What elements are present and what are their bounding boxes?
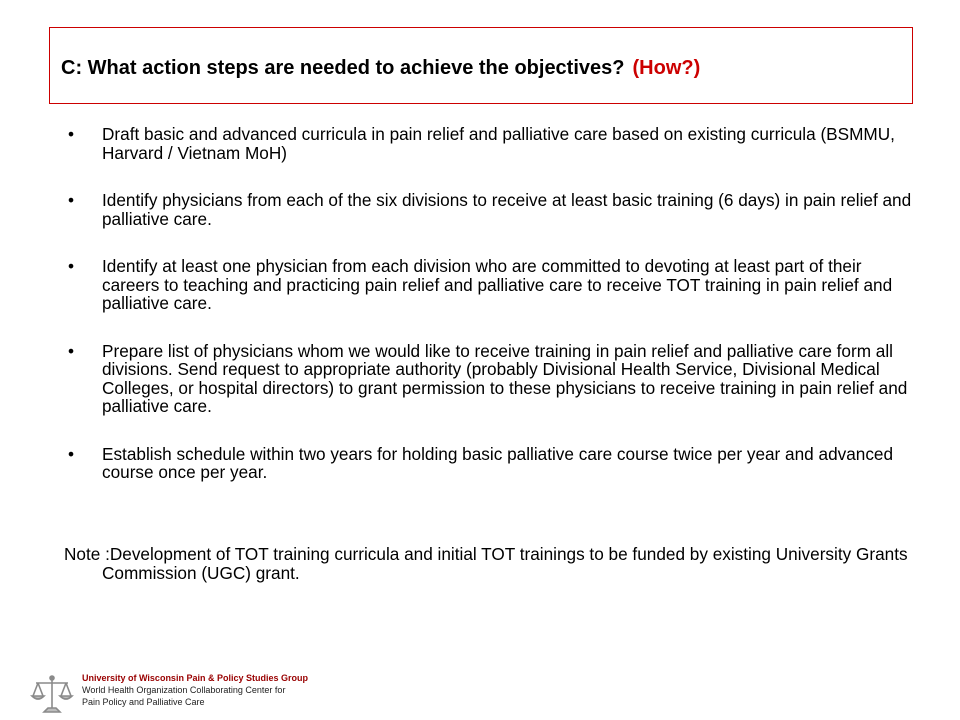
title-accent: (How?) <box>632 57 701 79</box>
bullet-text: Establish schedule within two years for holding basic palliative care course twice per year and advanced course once per year. <box>102 443 894 482</box>
title-text: C: What action steps are needed to achieve the objectives? <box>61 57 625 79</box>
bullet-icon: • <box>68 124 75 144</box>
funding-note: Note :Development of TOT training curricula and initial TOT trainings to be funded by existing University Grants Commission (UGC) grant. <box>64 544 908 583</box>
bullet-text: Prepare list of physicians whom we would like to receive training in pain relief and palliative care form all divisions. Send request to appropriate authority (probably Divisional Health Service, Divisional Medical Colleges, or hospital directors) to grant permission to these physicians to receive training in pain relief and palliative care. <box>102 340 908 416</box>
bullet-item <box>64 342 914 416</box>
bullet-item <box>64 257 914 313</box>
action-steps-list <box>64 125 914 511</box>
bullet-text: Draft basic and advanced curricula in pain relief and palliative care based on existing curricula (BSMMU, Harvard / Vietnam MoH) <box>102 124 895 163</box>
scales-of-justice-icon <box>30 674 74 714</box>
bullet-item <box>64 125 914 162</box>
footer-org: University of Wisconsin Pain & Policy Studies Group <box>82 673 308 683</box>
bullet-item <box>64 191 914 228</box>
bullet-item <box>64 445 914 482</box>
bullet-text: Identify at least one physician from each division who are committed to devoting at least part of their careers to teaching and practicing pain relief and palliative care to receive TOT training in pain relief and palliative care. <box>102 256 893 313</box>
footer-line-2: Pain Policy and Palliative Care <box>82 697 205 707</box>
bullet-text: Identify physicians from each of the six divisions to receive at least basic training (6 days) in pain relief and palliative care. <box>102 190 912 229</box>
title-box <box>49 27 913 104</box>
footer-line-1: World Health Organization Collaborating Center for <box>82 685 286 695</box>
footer-text <box>82 672 402 708</box>
slide-title <box>61 57 700 80</box>
bullet-icon: • <box>68 190 75 210</box>
bullet-icon: • <box>68 443 75 464</box>
bullet-icon: • <box>68 340 75 361</box>
bullet-icon: • <box>68 256 75 276</box>
